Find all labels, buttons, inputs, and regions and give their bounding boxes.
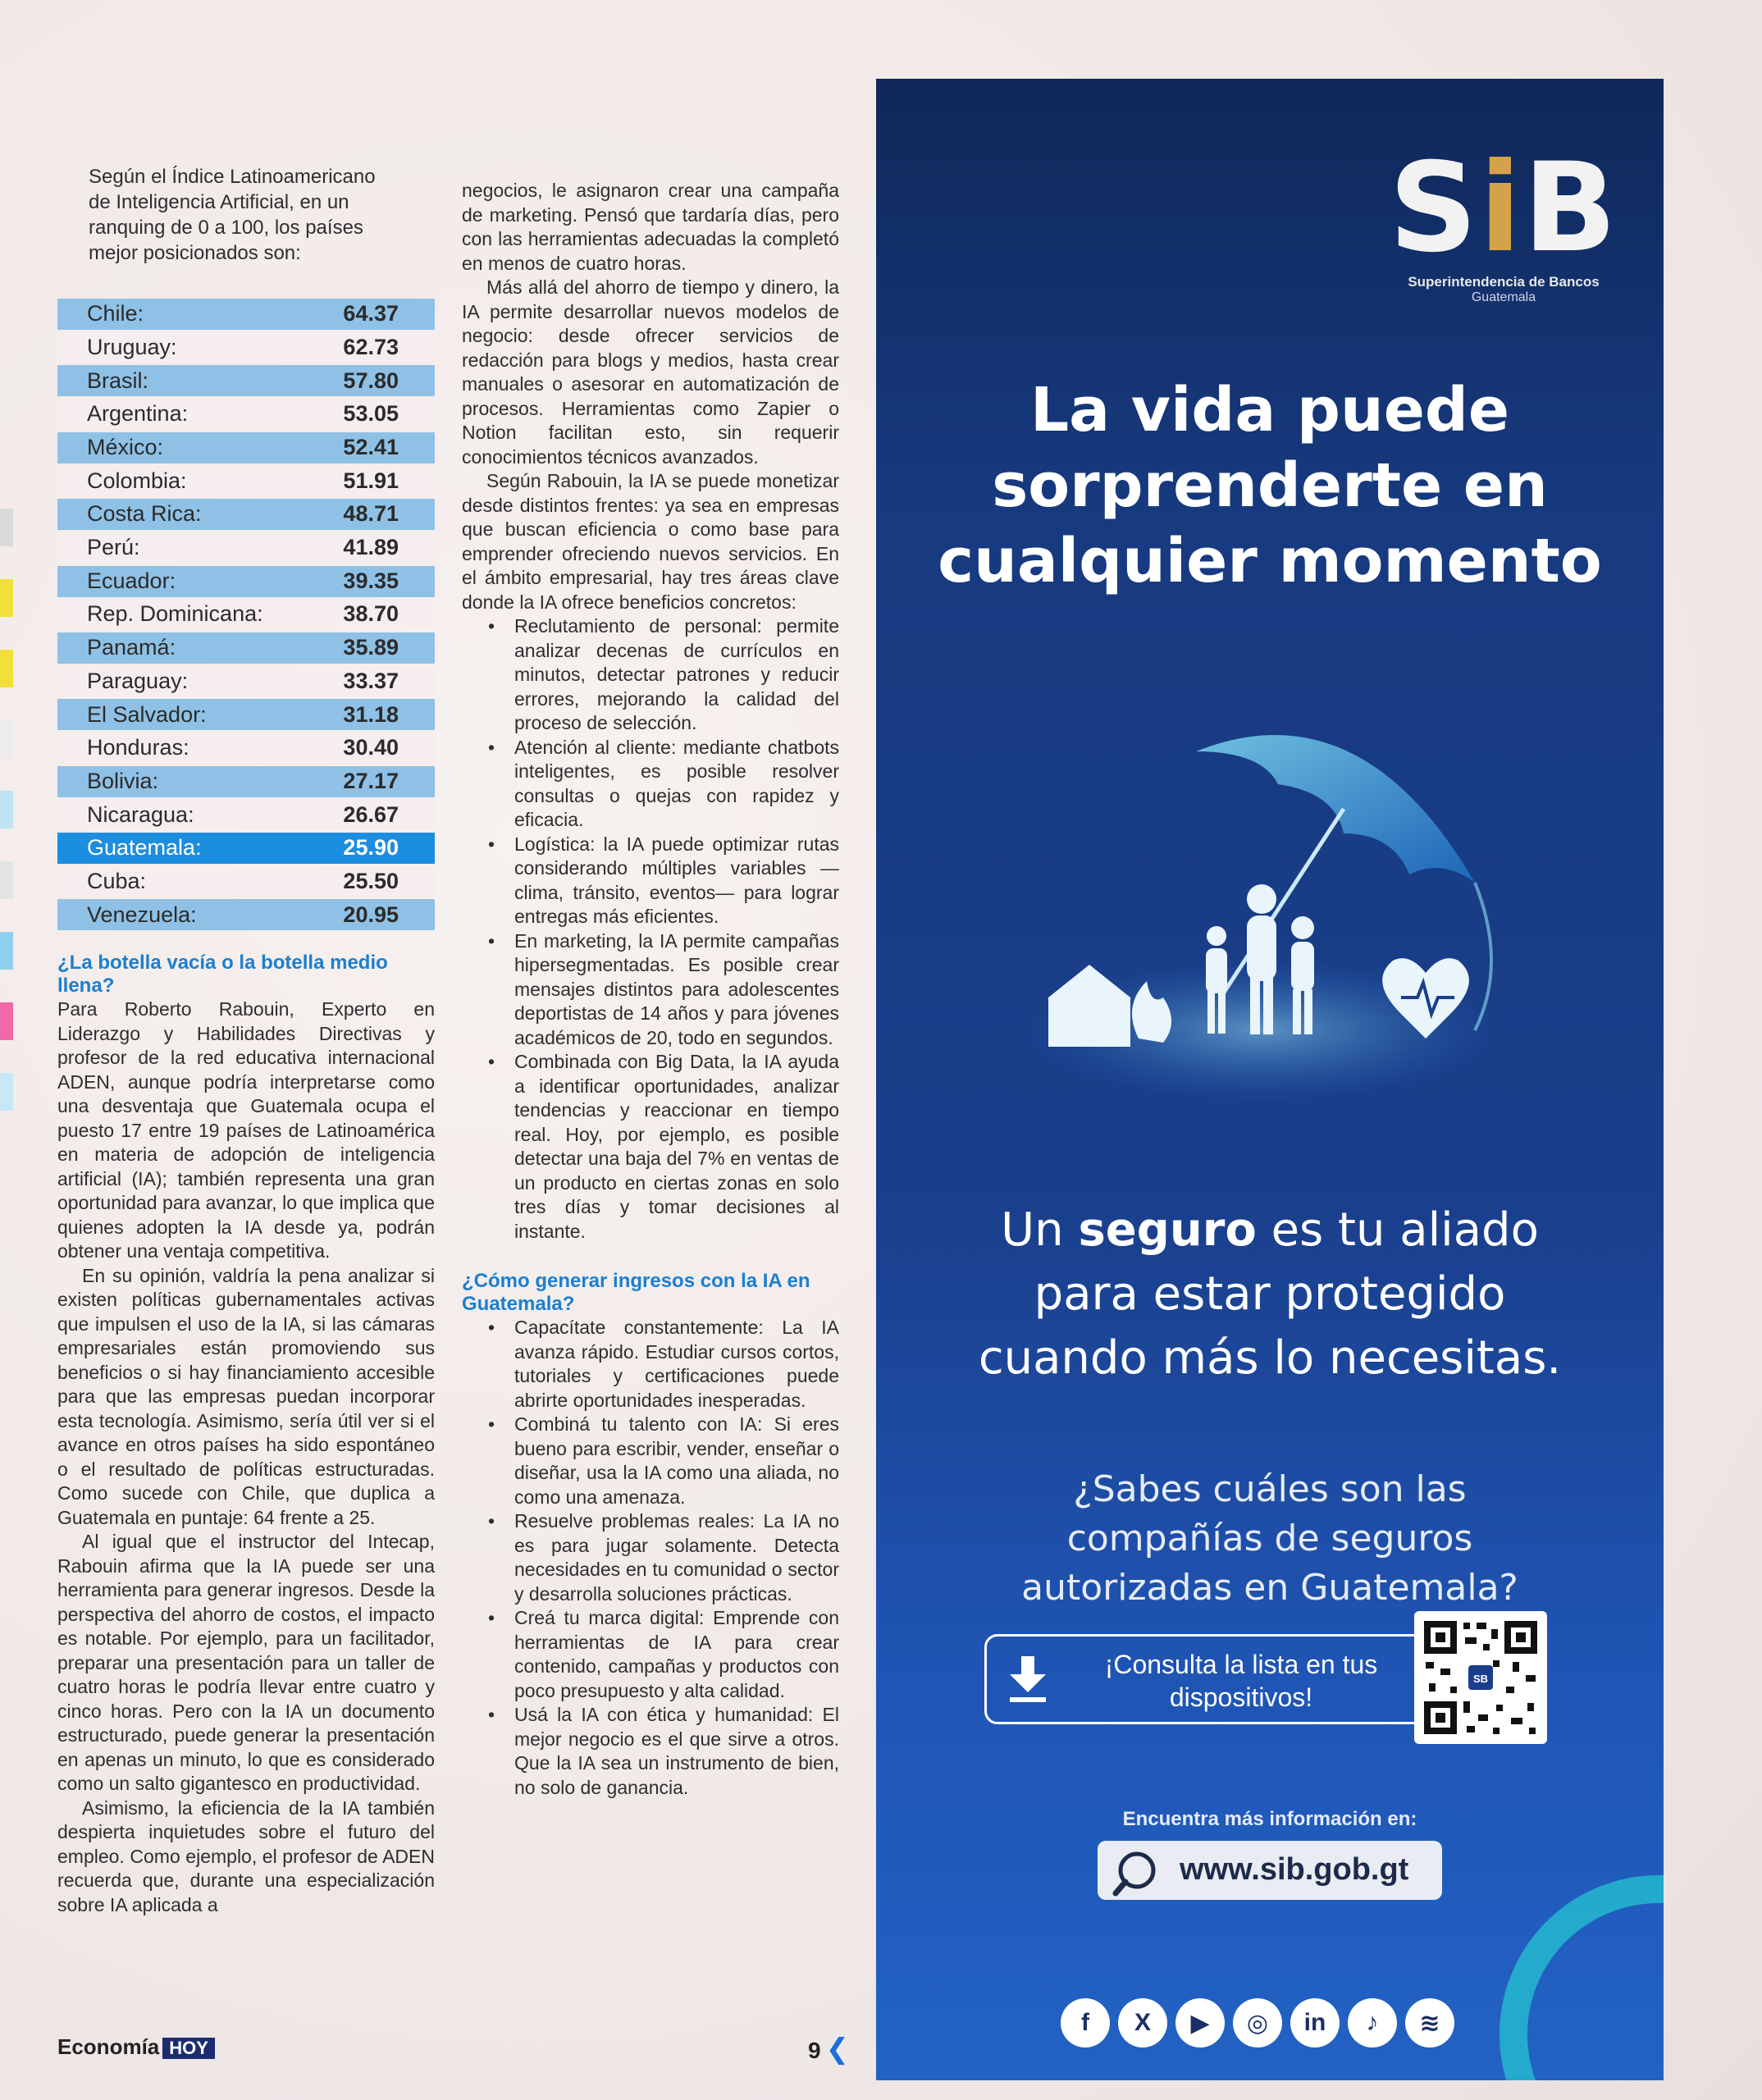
country-name: Honduras: bbox=[87, 735, 189, 760]
ranking-row bbox=[57, 332, 435, 363]
list-item: • En marketing, la IA permite campañas hipersegmentadas. Es posible crear mensajes distintos para adolescentes deportistas de 14 años y para jóvenes académicos de 20, todo en segundos. bbox=[462, 929, 839, 1051]
list-item: • Logística: la IA puede optimizar rutas considerando múltiples variables —clima, tránsito, eventos— para lograr entregas más eficientes. bbox=[462, 833, 839, 929]
list-item: • Creá tu marca digital: Emprende con herramientas de IA para crear contenido, campañas y productos con poco presupuesto y alta calidad. bbox=[462, 1606, 839, 1703]
country-score: 51.91 bbox=[343, 468, 399, 493]
instagram-icon[interactable]: ◎ bbox=[1233, 1998, 1282, 2048]
decorative-arc bbox=[1500, 1875, 1664, 2080]
country-score: 35.89 bbox=[343, 635, 399, 660]
section-heading-botella: ¿La botella vacía o la botella medio llena? bbox=[57, 952, 388, 998]
country-name: Argentina: bbox=[87, 401, 189, 427]
country-score: 64.37 bbox=[343, 301, 399, 326]
ad-subheadline: Un seguro es tu aliado para estar protegido cuando más lo necesitas. bbox=[978, 1203, 1562, 1385]
page-number-value: 9 bbox=[808, 2038, 821, 2063]
country-score: 39.35 bbox=[343, 568, 399, 593]
chevron-left-icon: ❮ bbox=[825, 2034, 850, 2065]
country-name: Brasil: bbox=[87, 368, 149, 393]
middle-column bbox=[462, 179, 839, 1800]
website-link[interactable] bbox=[1098, 1841, 1442, 1900]
country-name: Rep. Dominicana: bbox=[87, 601, 263, 627]
x-icon[interactable]: X bbox=[1118, 1998, 1167, 2048]
svg-text:SB: SB bbox=[1472, 1673, 1489, 1685]
benefits-list bbox=[462, 614, 839, 1244]
ranking-row bbox=[57, 666, 435, 697]
country-name: Colombia: bbox=[87, 468, 187, 493]
country-score: 52.41 bbox=[343, 435, 399, 459]
section-heading-ingresos: ¿Cómo generar ingresos con la IA en Guatemala? bbox=[462, 1270, 810, 1315]
ranking-row bbox=[57, 799, 435, 830]
paragraph: En su opinión, valdría la pena analizar si existen políticas gubernamentales activas que impulsen el uso de la IA, si las cámaras empresariales están promoviendo sus beneficios o si hay financiamiento accesible para que las empresas puedan incorporar esta tecnología. Asimismo, sería útil ver si el avance en otros países ha sido espontáneo o el resultado de políticas estructuradas. Como sucede con Chile, que duplica a Guatemala en puntaje: 64 frente a 25. bbox=[57, 1264, 435, 1528]
country-name: Costa Rica: bbox=[87, 501, 202, 527]
social-icons-row bbox=[1061, 1998, 1454, 2048]
ad-question: ¿Sabes cuáles son las compañías de seguros autorizadas en Guatemala? bbox=[1021, 1468, 1518, 1609]
publication-brand bbox=[57, 2034, 215, 2060]
ranking-row bbox=[57, 866, 435, 897]
left-column bbox=[57, 164, 435, 1917]
linkedin-icon[interactable]: in bbox=[1290, 1998, 1340, 2048]
qr-code[interactable] bbox=[1414, 1611, 1547, 1744]
country-score: 25.50 bbox=[343, 868, 399, 893]
income-tips-list bbox=[462, 1316, 839, 1800]
country-score: 38.70 bbox=[343, 601, 399, 627]
download-arrow-icon bbox=[1007, 1655, 1049, 1704]
ranking-row bbox=[57, 599, 435, 630]
country-name: Uruguay: bbox=[87, 334, 177, 359]
ranking-intro: Según el Índice Latinoamericano de Inteligencia Artificial, en un ranquing de 0 a 100, los países mejor posicionados son: bbox=[89, 166, 376, 264]
umbrella-family-illustration bbox=[1016, 653, 1524, 1178]
country-name: Cuba: bbox=[87, 868, 147, 893]
paragraph: Según Rabouin, la IA se puede monetizar desde distintos frentes: ya sea en empresas que buscan eficiencia o como base para emprender ofreciendo nuevos servicios. En el ámbito empresarial, hay tres áreas clave donde la IA ofrece beneficios concretos: bbox=[462, 470, 839, 613]
brand-name: Economía bbox=[57, 2034, 160, 2059]
consult-list-button[interactable] bbox=[984, 1634, 1449, 1724]
country-score: 26.67 bbox=[343, 801, 399, 827]
page-number bbox=[808, 2033, 849, 2066]
list-item: • Capacítate constantemente: La IA avanza rápido. Estudiar cursos cortos, tutoriales y certificaciones puede abrirte oportunidades inesperadas. bbox=[462, 1316, 839, 1413]
ranking-table bbox=[57, 299, 435, 930]
logo-country: Guatemala bbox=[1471, 290, 1536, 304]
brand-tag: HOY bbox=[162, 2038, 215, 2059]
country-score: 20.95 bbox=[343, 902, 399, 927]
tiktok-icon[interactable]: ♪ bbox=[1348, 1998, 1397, 2048]
qr-code-graphic bbox=[1414, 1611, 1547, 1744]
country-score: 41.89 bbox=[343, 535, 399, 560]
ranking-row bbox=[57, 299, 435, 330]
youtube-icon[interactable]: ▶ bbox=[1175, 1998, 1225, 2048]
country-score: 53.05 bbox=[343, 401, 399, 427]
ranking-row bbox=[57, 699, 435, 730]
sib-logo: SiB Superintendencia de Bancos Guatemala bbox=[1381, 143, 1627, 315]
country-score: 31.18 bbox=[343, 701, 399, 727]
ranking-row bbox=[57, 899, 435, 930]
country-score: 48.71 bbox=[343, 501, 399, 527]
ranking-row bbox=[57, 499, 435, 530]
country-score: 33.37 bbox=[343, 668, 399, 693]
ranking-row bbox=[57, 766, 435, 797]
list-item: • Atención al cliente: mediante chatbots inteligentes, es posible resolver consultas o quejas con rapidez y eficacia. bbox=[462, 736, 839, 833]
country-score: 25.90 bbox=[343, 835, 399, 861]
country-name: Ecuador: bbox=[87, 568, 176, 593]
list-item: • Usá la IA con ética y humanidad: El mejor negocio es el que sirve a otros. Que la IA sea un instrumento de bien, no solo de ganancia. bbox=[462, 1703, 839, 1800]
country-name: Nicaragua: bbox=[87, 801, 194, 827]
paragraph: Para Roberto Rabouin, Experto en Liderazgo y Habilidades Directivas y profesor de la red educativa internacional ADEN, aunque podría interpretarse como una desventaja que Guatemala ocupa el puesto 17 entre 19 países de Latinoamérica en materia de adopción de inteligencia artificial (IA); también representa una gran oportunidad para avanzar, lo que implica que quienes adopten la IA desde ya, podrán obtener una ventaja competitiva. bbox=[57, 998, 435, 1262]
country-name: Paraguay: bbox=[87, 668, 189, 693]
paragraph: Asimismo, la eficiencia de la IA también despierta inquietudes sobre el futuro del empleo. Como ejemplo, el profesor de ADEN recuerda que, durante una especialización sobre IA aplicada a bbox=[57, 1796, 435, 1915]
country-score: 57.80 bbox=[343, 368, 399, 393]
spotify-icon[interactable]: ≋ bbox=[1405, 1998, 1454, 2048]
ranking-row bbox=[57, 365, 435, 396]
country-name: Venezuela: bbox=[87, 902, 197, 927]
ranking-row bbox=[57, 432, 435, 463]
country-score: 62.73 bbox=[343, 334, 399, 359]
country-score: 30.40 bbox=[343, 735, 399, 760]
list-item: • Reclutamiento de personal: permite analizar decenas de currículos en minutos, detectar patrones y reducir errores, mejorando la calidad del proceso de selección. bbox=[462, 614, 839, 736]
country-name: México: bbox=[87, 435, 164, 459]
ranking-row bbox=[57, 566, 435, 597]
facebook-icon[interactable]: f bbox=[1061, 1998, 1110, 2048]
cta-label: ¡Consulta la lista en tus dispositivos! bbox=[1104, 1650, 1378, 1712]
paragraph: negocios, le asignaron crear una campaña de marketing. Pensó que tardaría días, pero con las herramientas adecuadas la completó en menos de cuatro horas. bbox=[462, 180, 839, 274]
logo-subtitle: Superintendencia de Bancos bbox=[1408, 274, 1600, 290]
ad-headline: La vida puede sorprenderte en cualquier momento bbox=[938, 375, 1602, 596]
website-url: www.sib.gob.gt bbox=[1180, 1852, 1409, 1887]
list-item: • Combinada con Big Data, la IA ayuda a identificar oportunidades, analizar tendencias y reaccionar en tiempo real. Hoy, por ejemplo, es posible detectar una baja del 7% en ventas de un producto en ciertas zonas en solo tres días y tomar decisiones al instante. bbox=[462, 1050, 839, 1244]
country-name: Guatemala: bbox=[87, 835, 202, 861]
list-item: • Resuelve problemas reales: La IA no es para jugar solamente. Detecta necesidades en tu comunidad o sector y desarrolla soluciones prácticas. bbox=[462, 1509, 839, 1606]
ranking-row bbox=[57, 632, 435, 664]
paragraph: Al igual que el instructor del Intecap, Rabouin afirma que la IA puede ser una herramienta para generar ingresos. Desde la perspectiva del ahorro de costos, el impacto es notable. Por ejemplo, para un facilitador, preparar una presentación para un taller de cuatro horas le podría llevar entre cuatro y cinco horas. Pero con la IA un documento estructurado, puede generar la presentación en apenas un minuto, lo que es considerado como un salto gigantesco en productividad. bbox=[57, 1531, 435, 1795]
sib-advertisement bbox=[876, 79, 1664, 2080]
more-info-label: Encuentra más información en: bbox=[1122, 1808, 1417, 1830]
color-registration-marks bbox=[0, 509, 13, 1575]
country-score: 27.17 bbox=[343, 768, 399, 793]
country-name: Perú: bbox=[87, 535, 140, 560]
paragraph: Más allá del ahorro de tiempo y dinero, la IA permite desarrollar nuevos modelos de negocio: desde ofrecer servicios de redacción para blogs y medios, hasta crear manuales o asesorar en automatización de procesos. Herramientas como Zapier o Notion facilitan esto, sin requerir conocimientos técnicos avanzados. bbox=[462, 276, 839, 468]
ranking-row bbox=[57, 399, 435, 430]
ranking-row bbox=[57, 833, 435, 864]
ranking-row bbox=[57, 465, 435, 496]
list-item: • Combiná tu talento con IA: Si eres bueno para escribir, vender, enseñar o diseñar, usa la IA como una aliada, no como una amenaza. bbox=[462, 1413, 839, 1509]
country-name: El Salvador: bbox=[87, 701, 207, 727]
country-name: Bolivia: bbox=[87, 768, 159, 793]
search-icon bbox=[1111, 1844, 1168, 1901]
ranking-row bbox=[57, 733, 435, 764]
country-name: Panamá: bbox=[87, 635, 176, 660]
ranking-row bbox=[57, 532, 435, 564]
country-name: Chile: bbox=[87, 301, 144, 326]
